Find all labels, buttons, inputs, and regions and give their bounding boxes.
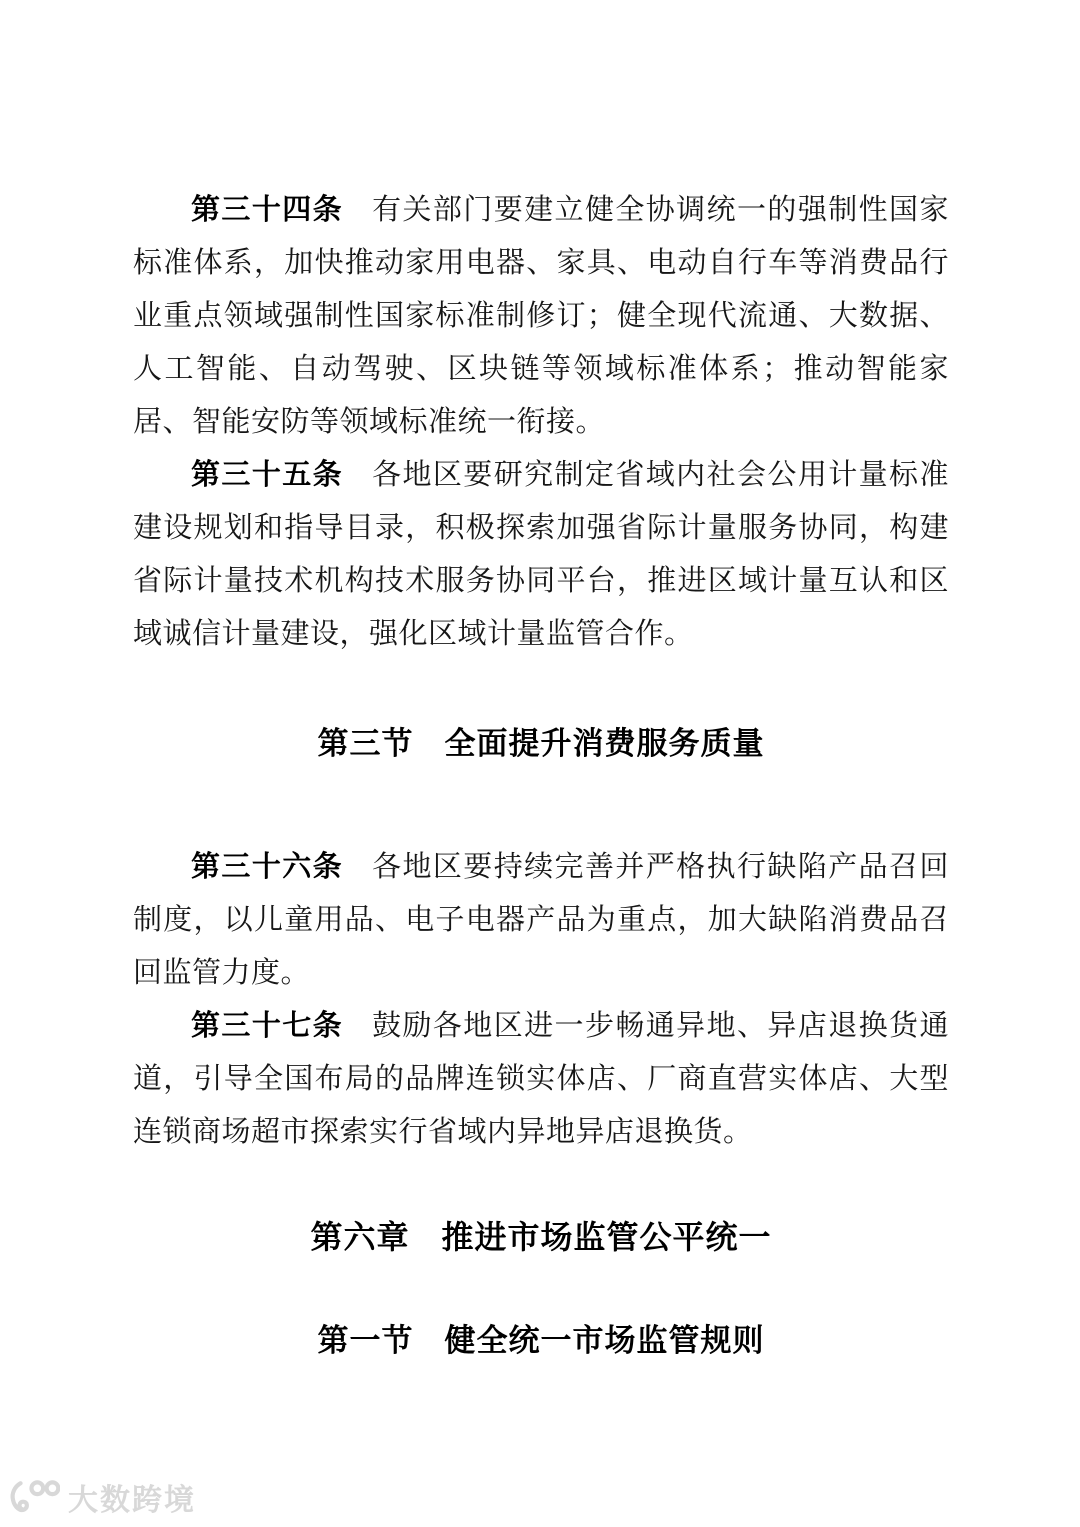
article-37-paragraph	[133, 1000, 949, 1159]
chapter-6-title: 推进市场监管公平统一	[441, 1219, 772, 1255]
article-36-text: 各地区要持续完善并严格执行缺陷产品召回制度，以儿童用品、电子电器产品为重点，加大缺陷消费品召回监管力度。	[133, 851, 949, 989]
document-content	[133, 184, 949, 1362]
article-34-number: 第三十四条	[191, 194, 344, 226]
section-heading-market-regulation-rules	[133, 1320, 949, 1362]
section-1-title: 健全统一市场监管规则	[444, 1323, 765, 1358]
chapter-6-label: 第六章	[310, 1219, 410, 1255]
article-35-paragraph	[133, 449, 949, 661]
article-35-number: 第三十五条	[191, 459, 344, 491]
brand-logo-icon	[8, 1479, 60, 1516]
watermark-brand-text: 大数跨境	[68, 1484, 196, 1517]
watermark	[8, 1475, 196, 1519]
section-3-label: 第三节	[317, 726, 414, 761]
chapter-6-heading	[133, 1216, 949, 1258]
article-36-number: 第三十六条	[191, 851, 344, 883]
article-35-text: 各地区要研究制定省域内社会公用计量标准建设规划和指导目录，积极探索加强省际计量服务协同，构建省际计量技术机构技术服务协同平台，推进区域计量互认和区域诚信计量建设，强化区域计量监管合作。	[133, 459, 949, 650]
article-34-paragraph	[133, 184, 949, 449]
article-37-text: 鼓励各地区进一步畅通异地、异店退换货通道，引导全国布局的品牌连锁实体店、厂商直营实体店、大型连锁商场超市探索实行省域内异地异店退换货。	[133, 1010, 949, 1148]
article-37-number: 第三十七条	[191, 1010, 344, 1042]
article-36-paragraph	[133, 841, 949, 1000]
article-34-text: 有关部门要建立健全协调统一的强制性国家标准体系，加快推动家用电器、家具、电动自行车等消费品行业重点领域强制性国家标准制修订；健全现代流通、大数据、人工智能、自动驾驶、区块链等领域标准体系；推动智能家居、智能安防等领域标准统一衔接。	[133, 194, 949, 438]
section-1-label: 第一节	[317, 1323, 414, 1358]
section-heading-consumer-service-quality	[133, 723, 949, 765]
section-3-title: 全面提升消费服务质量	[444, 726, 765, 761]
